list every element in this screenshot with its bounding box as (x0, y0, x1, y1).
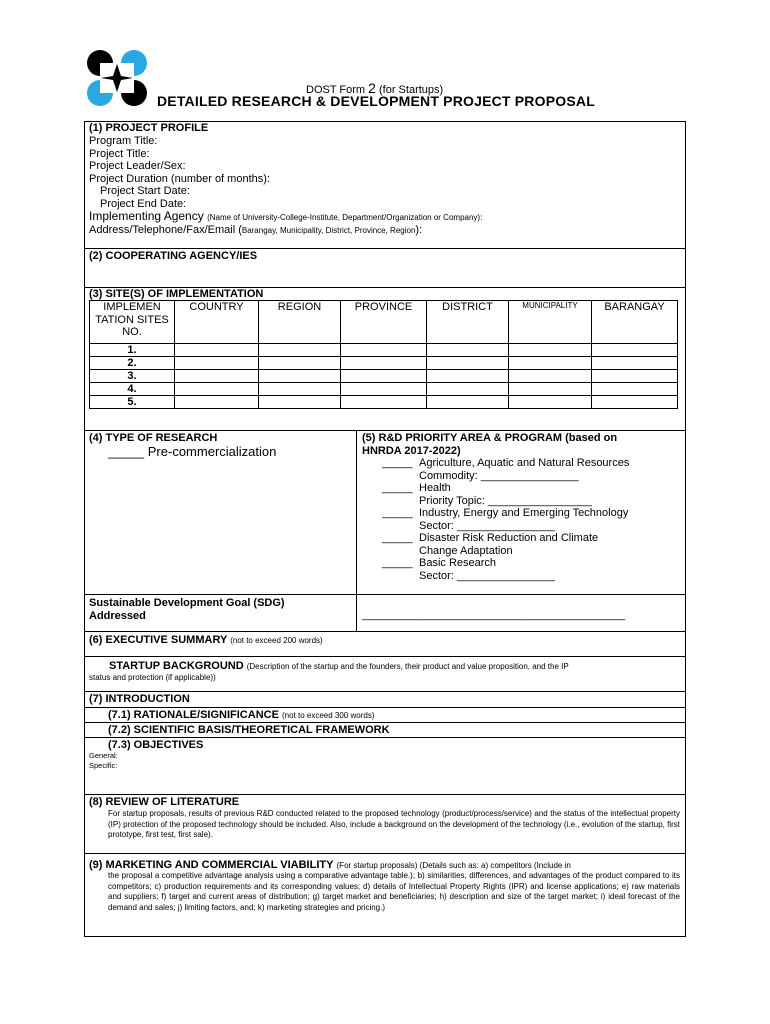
col-header-sites-no: IMPLEMEN TATION SITES NO. (90, 301, 175, 344)
section-rationale: (7.1) RATIONALE/SIGNIFICANCE (not to exceed 300 words) (108, 709, 375, 721)
divider (84, 707, 686, 708)
section-objectives: (7.3) OBJECTIVES (108, 739, 204, 751)
priority-area-list (382, 457, 629, 582)
col-header-barangay: BARANGAY (592, 301, 678, 344)
table-row (90, 396, 678, 409)
section-executive-summary: (6) EXECUTIVE SUMMARY (not to exceed 200 words) (89, 634, 323, 646)
implementing-agency-field: Implementing Agency (Name of University-College-Institute, Department/Organization or Company): (89, 209, 483, 223)
list-item: Sector: ________________ (419, 519, 555, 532)
list-item: _____ Agriculture, Aquatic and Natural Resources (382, 457, 630, 469)
pre-commercialization-option: _____ Pre-commercialization (108, 444, 277, 459)
address-field: Address/Telephone/Fax/Email (Barangay, Municipality, District, Province, Region): (89, 224, 423, 236)
section-marketing-viability: (9) MARKETING AND COMMERCIAL VIABILITY (For startup proposals) (Details such as: a) competitors (Include in (89, 859, 571, 871)
divider (84, 794, 686, 795)
general-objective-label: General: (89, 751, 118, 760)
specific-objective-label: Specific: (89, 761, 118, 770)
row-number: 3. (90, 370, 175, 383)
sdg-label: Sustainable Development Goal (SDG) (89, 597, 285, 609)
section-type-of-research: (4) TYPE OF RESEARCH (89, 432, 218, 444)
divider (84, 853, 686, 854)
program-title-field: Program Title: (89, 135, 158, 147)
list-item: Commodity: ________________ (419, 469, 579, 482)
sdg-blank: ___________________________________________ (362, 609, 626, 621)
sites-table (89, 300, 678, 409)
col-header-region: REGION (259, 301, 341, 344)
table-row (90, 344, 678, 357)
table-row (90, 383, 678, 396)
dost-logo-icon (84, 49, 150, 107)
divider (84, 656, 686, 657)
section-project-profile: (1) PROJECT PROFILE (89, 122, 209, 134)
section-scientific-basis: (7.2) SCIENTIFIC BASIS/THEORETICAL FRAMEWORK (108, 724, 390, 736)
divider (84, 430, 686, 431)
divider (84, 594, 686, 595)
row-number: 5. (90, 396, 175, 409)
section-review-of-literature: (8) REVIEW OF LITERATURE (89, 796, 240, 808)
project-title-field: Project Title: (89, 147, 150, 160)
list-item: _____ Health (382, 482, 451, 494)
list-item: Priority Topic: _________________ (419, 494, 592, 507)
col-header-province: PROVINCE (341, 301, 427, 344)
section-priority-area: (5) R&D PRIORITY AREA & PROGRAM (based on (362, 432, 618, 444)
list-item: _____ Industry, Energy and Emerging Technology (382, 507, 629, 519)
review-of-literature-text: For startup proposals, results of previous R&D conducted related to the proposed technology (product/process/service) and the status of the intellectual property (IP) protection of the proposed technology should be included. Also, include a background on the development of the technology (i.e., evolution of the startup, first prototype, first test, first sale). (108, 809, 680, 839)
row-number: 4. (90, 383, 175, 396)
start-date-field: Project Start Date: (100, 185, 190, 197)
row-number: 2. (90, 357, 175, 370)
col-header-country: COUNTRY (175, 301, 259, 344)
col-header-municipality: MUNICIPALITY (509, 301, 592, 344)
document-title: DETAILED RESEARCH & DEVELOPMENT PROJECT PROPOSAL (157, 93, 595, 109)
divider (84, 691, 686, 692)
divider (84, 722, 686, 723)
table-row (90, 370, 678, 383)
section-sites: (3) SITE(S) OF IMPLEMENTATION (89, 288, 264, 300)
divider (84, 248, 686, 249)
project-leader-field: Project Leader/Sex: (89, 160, 186, 172)
section-introduction: (7) INTRODUCTION (89, 693, 190, 705)
list-item: _____ Disaster Risk Reduction and Climate (382, 532, 599, 544)
list-item: Change Adaptation (419, 544, 513, 557)
list-item: Sector: ________________ (419, 569, 555, 582)
sdg-label-sub: Addressed (89, 610, 146, 622)
divider (84, 737, 686, 738)
project-duration-field: Project Duration (number of months): (89, 172, 270, 185)
end-date-field: Project End Date: (100, 197, 187, 210)
col-header-district: DISTRICT (427, 301, 509, 344)
marketing-viability-text: the proposal a competitive advantage analysis using a comparative advantage table.); b) similarities, differences, and advantages of the product compared to its competitors; c) production requirements and its corresponding values; d) details of Intellectual Property Rights (IPR) and license applications; e) raw materials and suppliers; f) target and current areas of distribution; g) target market and beneficiaries; h) description and size of the target market; i) ideal forecast of the demand and sales; j) limiting factors, and; k) marketing strategies and pricing.) (108, 871, 680, 912)
startup-background: STARTUP BACKGROUND (Description of the startup and the founders, their product and value proposition, and the IP status and protection (if applicable)) (89, 660, 569, 682)
list-item: _____ Basic Research (382, 557, 497, 569)
column-divider (356, 430, 357, 631)
row-number: 1. (90, 344, 175, 357)
form-number: DOST Form 2 (for Startups) (306, 80, 444, 96)
section-cooperating-agency: (2) COOPERATING AGENCY/IES (89, 250, 258, 262)
section-priority-area-sub: HNRDA 2017-2022) (362, 445, 461, 457)
divider (84, 631, 686, 632)
project-profile-fields (89, 135, 482, 237)
table-row (90, 357, 678, 370)
